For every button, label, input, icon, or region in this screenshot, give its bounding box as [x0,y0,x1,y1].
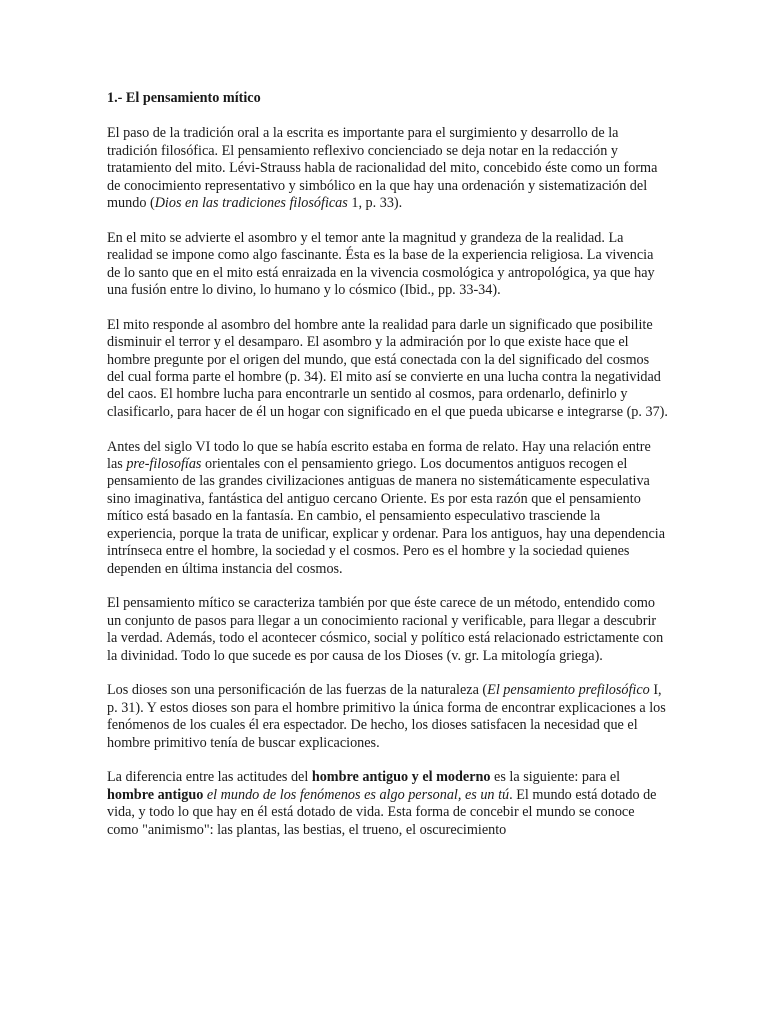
paragraph-7-italic-phrase: el mundo de los fenómenos es algo personal, es un tú [206,786,510,803]
paragraph-1-text-b: 1, p. 33). [347,195,403,212]
paragraph-3: El mito responde al asombro del hombre ante la realidad para darle un significado que posibilite disminuir el terror y el desamparo. El asombro y la admiración por lo que existe hace que el hombre pregunte por el origen del mundo, que está conectada con la del significado del cosmos del cual forma parte el hombre (p. 34). El mito así se convierte en una lucha contra la negatividad del caos. El hombre lucha para encontrarle un sentido al cosmos, para ordenarlo, definirlo y clasificarlo, para hacer de él un hogar con significado en el que pueda ubicarse e integrarse (p. 37). [107,316,668,420]
paragraph-4-text-b: orientales con el pensamiento griego. Los documentos antiguos recogen el pensamiento de las grandes civilizaciones antiguas de manera no sistemáticamente especulativa sino imaginativa, fantástica del antiguo cercano Oriente. Es por esta razón que el pensamiento mítico está basado en la fantasía. En cambio, el pensamiento especulativo trasciende la experiencia, porque la trata de unificar, explicar y ordenar. Para los antiguos, hay una dependencia intrínseca entre el hombre, la sociedad y el cosmos. Pero es el hombre y la sociedad quienes dependen en última instancia del cosmos. [107,456,666,577]
paragraph-5: El pensamiento mítico se caracteriza también por que éste carece de un método, entendido como un conjunto de pasos para llegar a un conocimiento racional y verificable, para llegar a descubrir la verdad. Además, todo el acontecer cósmico, social y político está relacionado estrictamente con la divinidad. Todo lo que sucede es por causa de los Dioses (v. gr. La mitología griega). [107,595,664,664]
paragraph-7-text-d: . El mundo está dotado de vida, y todo lo que hay en él está dotado de vida. Esta forma de concebir el mundo se conoce como "animismo": las plantas, las bestias, el trueno, el oscurecimiento [107,786,657,838]
section-heading: 1.- El pensamiento mítico [107,90,261,106]
paragraph-6-text-a: Los dioses son una personificación de las fuerzas de la naturaleza ( [107,682,488,699]
paragraph-6 [107,682,668,752]
paragraph-1-italic-citation: Dios en las tradiciones filosóficas [154,195,348,212]
paragraph-4-italic-term: pre-filosofías [126,456,202,473]
paragraph-4 [107,439,668,578]
paragraph-7 [107,769,668,839]
paragraph-6-text-b: I, p. 31). Y estos dioses son para el hombre primitivo la única forma de encontrar explicaciones a los fenómenos de los cuales él era espectador. De hecho, los dioses satisfacen la necesidad que el hombre primitivo tenía de buscar explicaciones. [107,682,666,751]
paragraph-7-text-b: es la siguiente: para el [490,769,621,786]
paragraph-7-bold-term-2: hombre antiguo [107,786,204,803]
paragraph-7-bold-term-1: hombre antiguo y el moderno [311,769,491,786]
paragraph-6-italic-citation: El pensamiento prefilosófico [487,682,650,699]
paragraph-1 [107,125,668,212]
paragraph-4-text-a: Antes del siglo VI todo lo que se había escrito estaba en forma de relato. Hay una relación entre las [107,438,651,473]
paragraph-2: En el mito se advierte el asombro y el temor ante la magnitud y grandeza de la realidad. La realidad se impone como algo fascinante. Ésta es la base de la experiencia religiosa. La vivencia de lo santo que en el mito está enraizada en la vivencia cosmológica y antropológica, ya que hay una fusión entre lo divino, lo humano y lo cósmico (Ibid., pp. 33-34). [107,229,655,299]
paragraph-1-text-a: El paso de la tradición oral a la escrita es importante para el surgimiento y desarrollo de la tradición filosófica. El pensamiento reflexivo concienciado se deja notar en la redacción y tratamiento del mito. Lévi-Strauss habla de racionalidad del mito, concebido éste como un forma de conocimiento representativo y simbólico en la que hay una ordenación y sistematización del mundo ( [107,125,658,212]
paragraph-7-text-a: La diferencia entre las actitudes del [107,769,312,786]
